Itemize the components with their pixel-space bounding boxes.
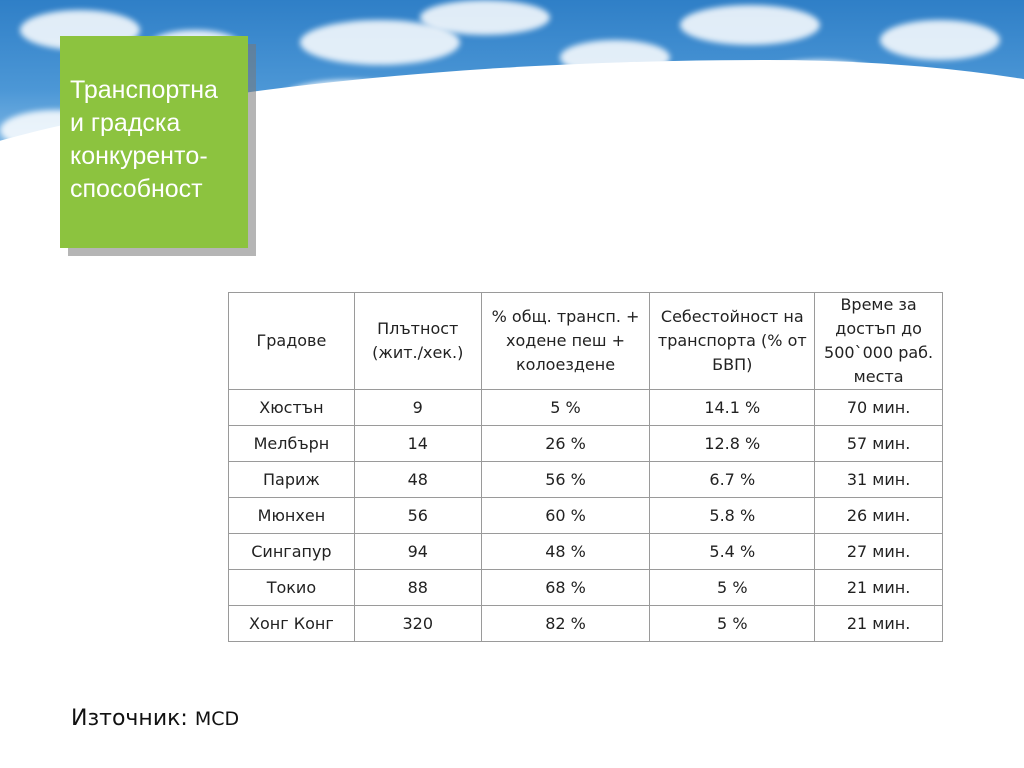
cell-density: 9	[354, 390, 481, 426]
cell-transport-cost: 14.1 %	[650, 390, 815, 426]
cell-city: Сингапур	[229, 534, 355, 570]
cell-access-time: 31 мин.	[815, 462, 943, 498]
cell-transport-cost: 5 %	[650, 570, 815, 606]
header-transit-share: % общ. трансп. + ходене пеш + колоездене	[481, 293, 650, 390]
table-row	[229, 498, 943, 534]
table-row	[229, 426, 943, 462]
cell-transit-share: 82 %	[481, 606, 650, 642]
cell-city: Мелбърн	[229, 426, 355, 462]
cell-density: 48	[354, 462, 481, 498]
table-row	[229, 570, 943, 606]
source-value: MCD	[194, 708, 240, 730]
cell-density: 56	[354, 498, 481, 534]
cell-transit-share: 48 %	[481, 534, 650, 570]
table-row	[229, 606, 943, 642]
header-cities: Градове	[229, 293, 355, 390]
cell-transport-cost: 5.4 %	[650, 534, 815, 570]
header-density: Плътност (жит./хек.)	[354, 293, 481, 390]
header-access-time: Време за достъп до 500`000 раб. места	[815, 293, 943, 390]
cell-access-time: 26 мин.	[815, 498, 943, 534]
slide-title: Транспортна и градска конкурентo- способност	[70, 76, 218, 203]
cell-transport-cost: 6.7 %	[650, 462, 815, 498]
cell-city: Токио	[229, 570, 355, 606]
source-note	[71, 706, 239, 731]
cell-transport-cost: 12.8 %	[650, 426, 815, 462]
cell-density: 320	[354, 606, 481, 642]
cell-transit-share: 26 %	[481, 426, 650, 462]
table-header-row	[229, 293, 943, 390]
cell-city: Хюстън	[229, 390, 355, 426]
source-label: Източник:	[71, 706, 188, 731]
transport-table	[228, 292, 943, 642]
cell-transit-share: 56 %	[481, 462, 650, 498]
cell-transport-cost: 5 %	[650, 606, 815, 642]
cell-city: Хонг Конг	[229, 606, 355, 642]
cell-city: Мюнхен	[229, 498, 355, 534]
cell-density: 14	[354, 426, 481, 462]
table-row	[229, 390, 943, 426]
cell-density: 88	[354, 570, 481, 606]
cell-transport-cost: 5.8 %	[650, 498, 815, 534]
cell-city: Париж	[229, 462, 355, 498]
header-transport-cost: Себестойност на транспорта (% от БВП)	[650, 293, 815, 390]
cell-transit-share: 5 %	[481, 390, 650, 426]
cell-access-time: 21 мин.	[815, 570, 943, 606]
title-box	[60, 36, 248, 248]
cell-transit-share: 68 %	[481, 570, 650, 606]
cell-access-time: 57 мин.	[815, 426, 943, 462]
cell-access-time: 27 мин.	[815, 534, 943, 570]
cell-access-time: 70 мин.	[815, 390, 943, 426]
table-row	[229, 534, 943, 570]
cell-transit-share: 60 %	[481, 498, 650, 534]
cell-access-time: 21 мин.	[815, 606, 943, 642]
cell-density: 94	[354, 534, 481, 570]
table-row	[229, 462, 943, 498]
